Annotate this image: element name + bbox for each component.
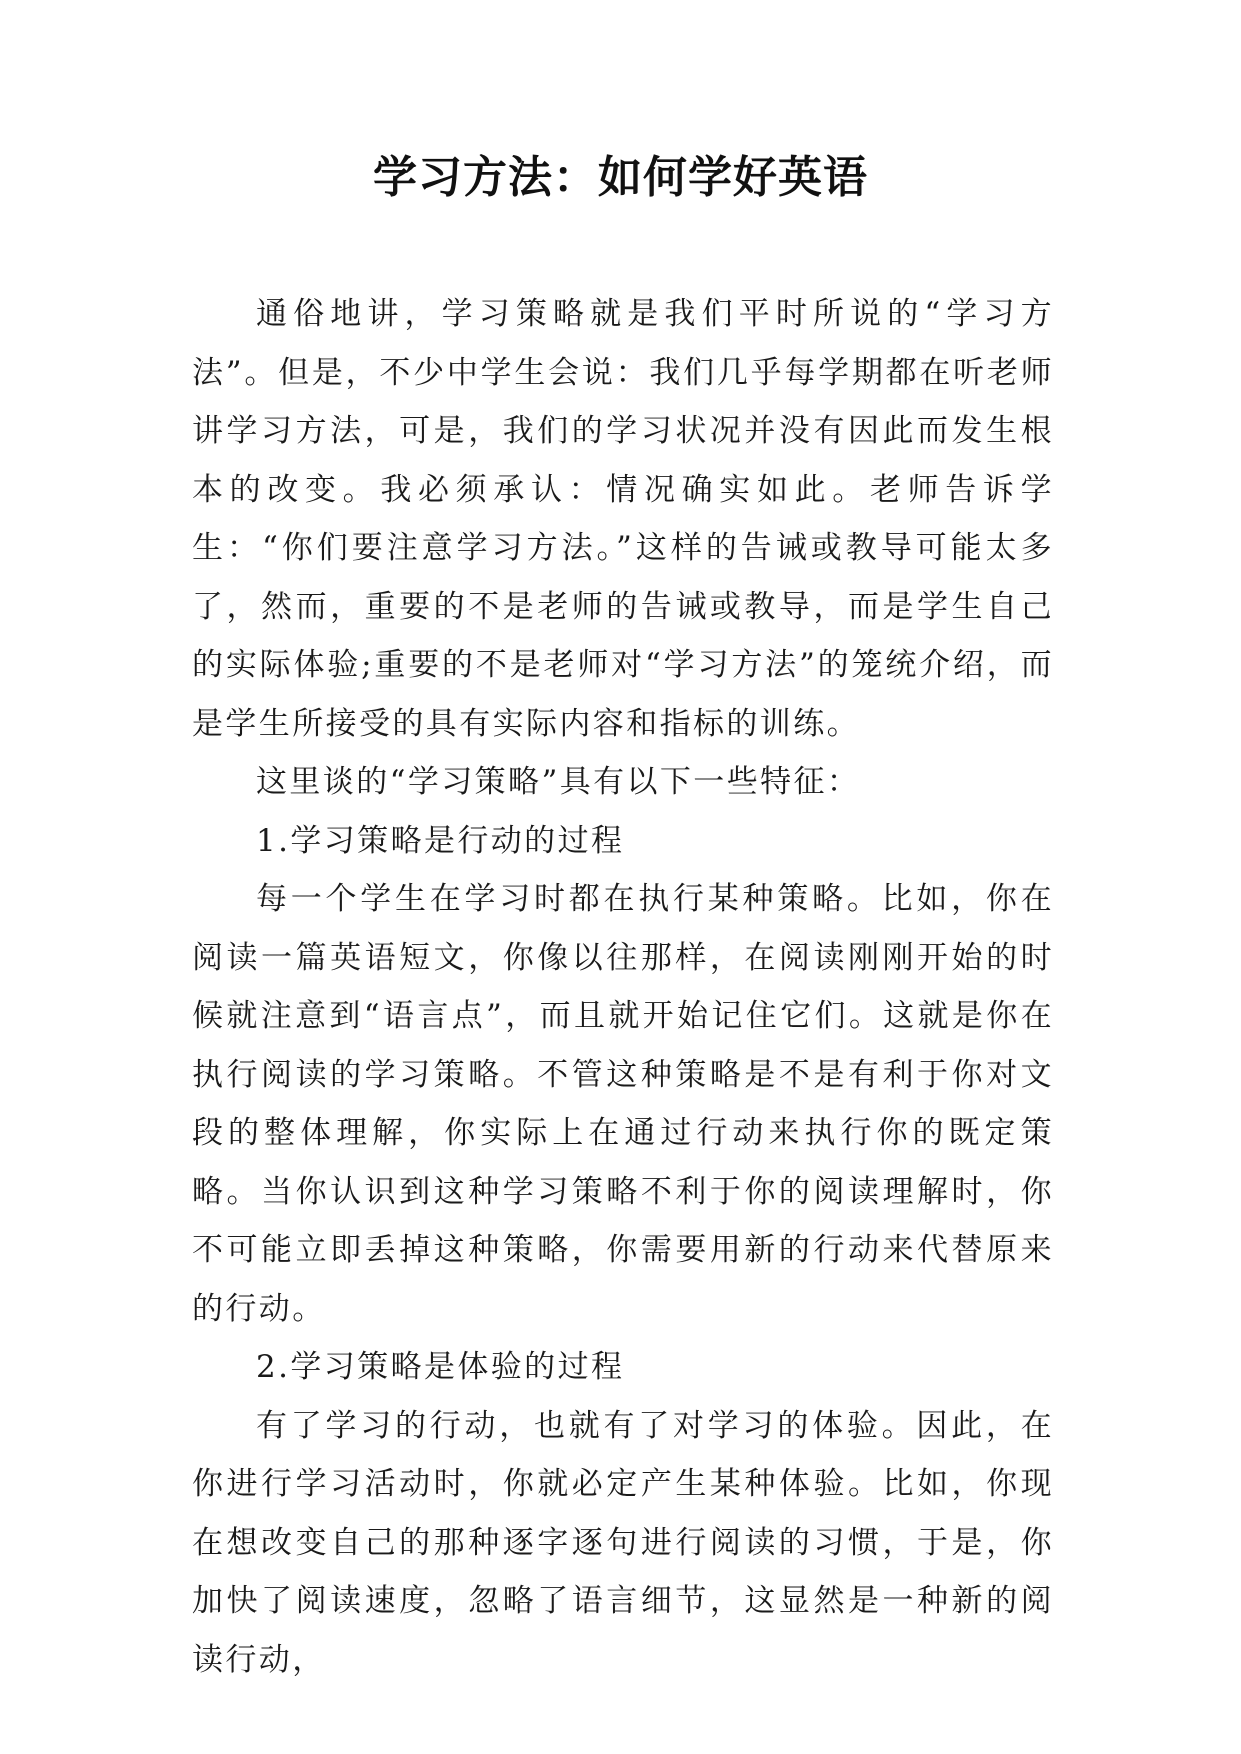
paragraph-point-2: 有了学习的行动，也就有了对学习的体验。因此，在你进行学习活动时，你就必定产生某种体验。比如，你现在想改变自己的那种逐字逐句进行阅读的习惯，于是，你加快了阅读速度，忽略了语言细节，这显然是一种新的阅读行动， [192, 1407, 1054, 1678]
heading-point-1: 1.学习策略是行动的过程 [256, 822, 625, 859]
heading-point-2: 2.学习策略是体验的过程 [256, 1349, 625, 1385]
document-title: 学习方法：如何学好英语 [373, 152, 868, 203]
paragraph-features-lead: 这里谈的“学习策略”具有以下一些特征： [256, 764, 861, 800]
document-body [192, 285, 1054, 1689]
paragraph-intro: 通俗地讲，学习策略就是我们平时所说的“学习方法”。但是，不少中学生会说：我们几乎每学期都在听老师讲学习方法，可是，我们的学习状况并没有因此而发生根本的改变。我必须承认：情况确实如此。老师告诉学生：“你们要注意学习方法。”这样的告诫或教导可能太多了，然而，重要的不是老师的告诫或教导，而是学生自己的实际体验;重要的不是老师对“学习方法”的笼统介绍，而是学生所接受的具有实际内容和指标的训练。 [192, 296, 1054, 742]
paragraph-point-1: 每一个学生在学习时都在执行某种策略。比如，你在阅读一篇英语短文，你像以往那样，在阅读刚刚开始的时候就注意到“语言点”，而且就开始记住它们。这就是你在执行阅读的学习策略。不管这种策略是不是有利于你对文段的整体理解，你实际上在通过行动来执行你的既定策略。当你认识到这种学习策略不利于你的阅读理解时，你不可能立即丢掉这种策略，你需要用新的行动来代替原来的行动。 [192, 881, 1054, 1327]
